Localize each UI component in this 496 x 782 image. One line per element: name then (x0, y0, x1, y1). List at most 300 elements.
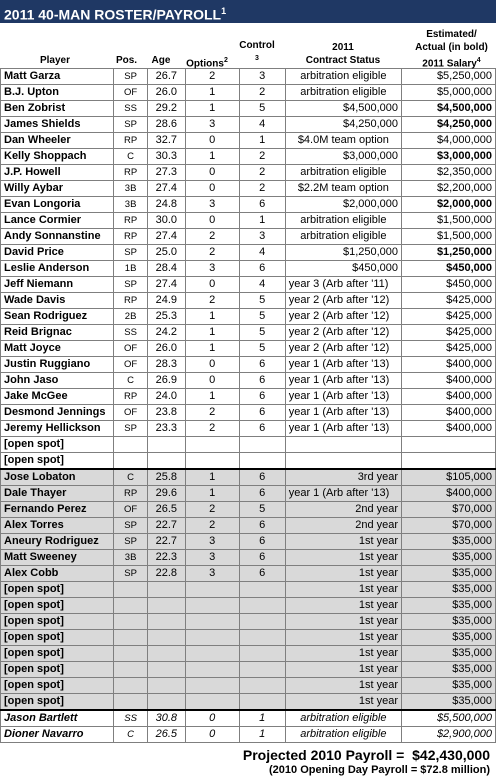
position-cell (114, 598, 148, 614)
header-salary (407, 28, 496, 70)
table-row (1, 197, 496, 213)
player-name-cell: Sean Rodriguez (1, 309, 114, 325)
salary-cell: $4,000,000 (402, 133, 496, 149)
salary-cell: $35,000 (402, 550, 496, 566)
position-cell: RP (114, 213, 148, 229)
position-cell: OF (114, 502, 148, 518)
player-name-cell: B.J. Upton (1, 85, 114, 101)
options-cell: 3 (185, 550, 239, 566)
position-cell: SP (114, 421, 148, 437)
position-cell: OF (114, 357, 148, 373)
options-cell: 2 (185, 502, 239, 518)
salary-cell: $35,000 (402, 662, 496, 678)
age-cell: 26.5 (147, 727, 185, 743)
control-cell: 6 (239, 469, 285, 486)
position-cell: OF (114, 341, 148, 357)
contract-status-cell: 1st year (285, 646, 401, 662)
control-cell: 1 (239, 133, 285, 149)
contract-status-cell: year 1 (Arb after '13) (285, 421, 401, 437)
age-cell: 22.7 (147, 518, 185, 534)
salary-cell: $400,000 (402, 373, 496, 389)
salary-cell: $35,000 (402, 566, 496, 582)
salary-cell (402, 437, 496, 453)
header-status-line2: Contract Status (305, 55, 381, 66)
header-age: Age (151, 55, 171, 66)
header-control-text: Control (239, 40, 275, 51)
table-row (1, 582, 496, 598)
salary-cell (402, 453, 496, 470)
table-row (1, 534, 496, 550)
age-cell (147, 662, 185, 678)
table-row (1, 421, 496, 437)
player-name-cell: Leslie Anderson (1, 261, 114, 277)
projected-payroll (0, 747, 496, 763)
age-cell: 25.8 (147, 469, 185, 486)
table-row (1, 453, 496, 470)
options-cell: 0 (185, 373, 239, 389)
contract-status-cell: arbitration eligible (285, 69, 401, 85)
contract-status-cell: year 1 (Arb after '13) (285, 486, 401, 502)
position-cell: SP (114, 518, 148, 534)
options-cell: 0 (185, 277, 239, 293)
salary-cell: $35,000 (402, 582, 496, 598)
salary-cell: $425,000 (402, 309, 496, 325)
table-row (1, 85, 496, 101)
age-cell: 26.0 (147, 85, 185, 101)
contract-status-cell: year 1 (Arb after '13) (285, 405, 401, 421)
options-cell: 1 (185, 389, 239, 405)
position-cell: C (114, 469, 148, 486)
header-status-line1: 2011 (332, 42, 354, 53)
table-row (1, 405, 496, 421)
age-cell: 27.4 (147, 229, 185, 245)
player-name-cell: Alex Cobb (1, 566, 114, 582)
control-cell (239, 694, 285, 711)
options-cell (185, 437, 239, 453)
control-cell: 5 (239, 101, 285, 117)
position-cell (114, 694, 148, 711)
options-cell: 0 (185, 727, 239, 743)
salary-cell: $35,000 (402, 694, 496, 711)
options-cell: 2 (185, 405, 239, 421)
options-cell: 3 (185, 117, 239, 133)
table-row (1, 181, 496, 197)
salary-cell: $2,900,000 (402, 727, 496, 743)
salary-cell: $400,000 (402, 405, 496, 421)
position-cell: SP (114, 534, 148, 550)
age-cell: 25.3 (147, 309, 185, 325)
options-cell: 0 (185, 165, 239, 181)
position-cell: SP (114, 277, 148, 293)
position-cell: RP (114, 486, 148, 502)
contract-status-cell: year 2 (Arb after '12) (285, 341, 401, 357)
options-cell: 1 (185, 309, 239, 325)
table-row (1, 518, 496, 534)
roster-body (1, 69, 496, 743)
control-cell: 6 (239, 518, 285, 534)
options-cell: 2 (185, 293, 239, 309)
position-cell: SP (114, 117, 148, 133)
table-row (1, 229, 496, 245)
contract-status-cell: 1st year (285, 678, 401, 694)
control-cell: 1 (239, 727, 285, 743)
player-name-cell: Lance Cormier (1, 213, 114, 229)
title-footnote: 1 (221, 6, 227, 16)
age-cell (147, 437, 185, 453)
salary-cell: $2,200,000 (402, 181, 496, 197)
header-salary-footnote: 4 (476, 57, 481, 64)
contract-status-cell: arbitration eligible (285, 85, 401, 101)
options-cell: 1 (185, 325, 239, 341)
position-cell (114, 630, 148, 646)
contract-status-cell: 1st year (285, 694, 401, 711)
age-cell (147, 614, 185, 630)
options-cell: 0 (185, 213, 239, 229)
player-name-cell: [open spot] (1, 437, 114, 453)
table-row (1, 486, 496, 502)
age-cell: 25.0 (147, 245, 185, 261)
options-cell (185, 598, 239, 614)
contract-status-cell: year 2 (Arb after '12) (285, 325, 401, 341)
salary-cell: $5,250,000 (402, 69, 496, 85)
header-salary-line3: 2011 Salary (422, 58, 477, 70)
position-cell: C (114, 727, 148, 743)
position-cell (114, 614, 148, 630)
player-name-cell: Desmond Jennings (1, 405, 114, 421)
age-cell (147, 630, 185, 646)
player-name-cell: Matt Sweeney (1, 550, 114, 566)
position-cell: SS (114, 710, 148, 727)
age-cell (147, 598, 185, 614)
contract-status-cell: arbitration eligible (285, 229, 401, 245)
player-name-cell: Dioner Navarro (1, 727, 114, 743)
options-cell: 2 (185, 69, 239, 85)
salary-cell: $450,000 (402, 261, 496, 277)
age-cell (147, 582, 185, 598)
player-name-cell: Andy Sonnanstine (1, 229, 114, 245)
control-cell: 4 (239, 277, 285, 293)
options-cell: 1 (185, 341, 239, 357)
age-cell: 27.3 (147, 165, 185, 181)
age-cell (147, 694, 185, 711)
control-cell: 2 (239, 165, 285, 181)
options-cell: 0 (185, 357, 239, 373)
age-cell: 26.7 (147, 69, 185, 85)
table-row (1, 277, 496, 293)
table-row (1, 69, 496, 85)
position-cell: 3B (114, 181, 148, 197)
options-cell: 2 (185, 421, 239, 437)
position-cell: RP (114, 389, 148, 405)
player-name-cell: David Price (1, 245, 114, 261)
options-cell (185, 694, 239, 711)
position-cell (114, 437, 148, 453)
age-cell: 28.6 (147, 117, 185, 133)
age-cell (147, 646, 185, 662)
contract-status-cell: 2nd year (285, 518, 401, 534)
contract-status-cell: $2.2M team option (285, 181, 401, 197)
age-cell: 24.2 (147, 325, 185, 341)
control-cell: 4 (239, 245, 285, 261)
table-row (1, 165, 496, 181)
salary-cell: $5,000,000 (402, 85, 496, 101)
control-cell: 2 (239, 181, 285, 197)
options-cell (185, 582, 239, 598)
table-row (1, 101, 496, 117)
payroll-value: $42,430,000 (412, 747, 490, 763)
control-cell (239, 582, 285, 598)
contract-status-cell: arbitration eligible (285, 165, 401, 181)
position-cell (114, 678, 148, 694)
control-cell: 6 (239, 566, 285, 582)
contract-status-cell: year 1 (Arb after '13) (285, 357, 401, 373)
control-cell (239, 614, 285, 630)
table-row (1, 566, 496, 582)
table-row (1, 678, 496, 694)
player-name-cell: Evan Longoria (1, 197, 114, 213)
control-cell: 1 (239, 710, 285, 727)
position-cell: RP (114, 229, 148, 245)
player-name-cell: [open spot] (1, 662, 114, 678)
salary-cell: $400,000 (402, 357, 496, 373)
table-row (1, 646, 496, 662)
control-cell: 5 (239, 293, 285, 309)
control-cell: 6 (239, 357, 285, 373)
age-cell: 24.8 (147, 197, 185, 213)
player-name-cell: Jason Bartlett (1, 710, 114, 727)
player-name-cell: Willy Aybar (1, 181, 114, 197)
age-cell: 23.3 (147, 421, 185, 437)
salary-cell: $1,500,000 (402, 213, 496, 229)
control-cell: 2 (239, 85, 285, 101)
table-row (1, 325, 496, 341)
salary-cell: $400,000 (402, 486, 496, 502)
control-cell: 5 (239, 325, 285, 341)
table-row (1, 373, 496, 389)
salary-cell: $5,500,000 (402, 710, 496, 727)
player-name-cell: [open spot] (1, 614, 114, 630)
contract-status-cell: arbitration eligible (285, 727, 401, 743)
contract-status-cell: 1st year (285, 534, 401, 550)
contract-status-cell: $3,000,000 (285, 149, 401, 165)
table-row (1, 614, 496, 630)
salary-cell: $35,000 (402, 598, 496, 614)
position-cell: C (114, 373, 148, 389)
position-cell: 1B (114, 261, 148, 277)
age-cell: 23.8 (147, 405, 185, 421)
header-options-footnote: 2 (223, 57, 228, 64)
header-control-footnote: 3 (255, 55, 259, 62)
salary-cell: $400,000 (402, 421, 496, 437)
age-cell: 29.2 (147, 101, 185, 117)
contract-status-cell: arbitration eligible (285, 710, 401, 727)
age-cell: 29.6 (147, 486, 185, 502)
player-name-cell: Ben Zobrist (1, 101, 114, 117)
column-headers (0, 23, 496, 68)
salary-cell: $4,250,000 (402, 117, 496, 133)
control-cell: 3 (239, 229, 285, 245)
options-cell (185, 614, 239, 630)
player-name-cell: [open spot] (1, 630, 114, 646)
age-cell: 30.0 (147, 213, 185, 229)
salary-cell: $400,000 (402, 389, 496, 405)
contract-status-cell: $4,500,000 (285, 101, 401, 117)
roster-table (0, 68, 496, 743)
player-name-cell: Wade Davis (1, 293, 114, 309)
contract-status-cell: $4.0M team option (285, 133, 401, 149)
options-cell: 3 (185, 566, 239, 582)
contract-status-cell: year 2 (Arb after '12) (285, 309, 401, 325)
player-name-cell: [open spot] (1, 598, 114, 614)
contract-status-cell: 3rd year (285, 469, 401, 486)
age-cell: 22.8 (147, 566, 185, 582)
contract-status-cell: year 1 (Arb after '13) (285, 373, 401, 389)
header-player: Player (39, 55, 71, 66)
age-cell: 30.8 (147, 710, 185, 727)
salary-cell: $105,000 (402, 469, 496, 486)
contract-status-cell (285, 437, 401, 453)
position-cell: SP (114, 566, 148, 582)
table-row (1, 389, 496, 405)
table-row (1, 293, 496, 309)
player-name-cell: James Shields (1, 117, 114, 133)
table-row (1, 133, 496, 149)
contract-status-cell: 1st year (285, 598, 401, 614)
contract-status-cell: 1st year (285, 662, 401, 678)
player-name-cell: Jake McGee (1, 389, 114, 405)
control-cell (239, 437, 285, 453)
control-cell (239, 662, 285, 678)
table-row (1, 550, 496, 566)
table-row (1, 469, 496, 486)
position-cell (114, 582, 148, 598)
position-cell: 3B (114, 197, 148, 213)
contract-status-cell: 1st year (285, 614, 401, 630)
position-cell: SS (114, 101, 148, 117)
control-cell: 6 (239, 421, 285, 437)
position-cell: RP (114, 133, 148, 149)
salary-cell: $450,000 (402, 277, 496, 293)
position-cell (114, 453, 148, 470)
options-cell: 1 (185, 486, 239, 502)
position-cell: OF (114, 405, 148, 421)
salary-cell: $425,000 (402, 293, 496, 309)
player-name-cell: Jeremy Hellickson (1, 421, 114, 437)
table-row (1, 117, 496, 133)
title-text: 2011 40-MAN ROSTER/PAYROLL (4, 6, 222, 23)
player-name-cell: [open spot] (1, 694, 114, 711)
salary-cell: $70,000 (402, 518, 496, 534)
contract-status-cell: $4,250,000 (285, 117, 401, 133)
salary-cell: $4,500,000 (402, 101, 496, 117)
position-cell: SP (114, 69, 148, 85)
header-salary-line2: Actual (in bold) (415, 42, 488, 53)
table-row (1, 662, 496, 678)
table-row (1, 261, 496, 277)
contract-status-cell: arbitration eligible (285, 213, 401, 229)
options-cell (185, 630, 239, 646)
table-row (1, 149, 496, 165)
options-cell (185, 646, 239, 662)
player-name-cell: Justin Ruggiano (1, 357, 114, 373)
player-name-cell: [open spot] (1, 582, 114, 598)
salary-cell: $35,000 (402, 630, 496, 646)
contract-status-cell: 1st year (285, 550, 401, 566)
header-salary-line1: Estimated/ (426, 29, 477, 40)
options-cell (185, 662, 239, 678)
position-cell: SP (114, 245, 148, 261)
options-cell (185, 678, 239, 694)
table-row (1, 437, 496, 453)
salary-cell: $425,000 (402, 341, 496, 357)
contract-status-cell: 2nd year (285, 502, 401, 518)
options-cell: 2 (185, 229, 239, 245)
player-name-cell: Fernando Perez (1, 502, 114, 518)
age-cell: 26.0 (147, 341, 185, 357)
position-cell: RP (114, 293, 148, 309)
player-name-cell: Matt Joyce (1, 341, 114, 357)
control-cell: 5 (239, 309, 285, 325)
age-cell: 28.4 (147, 261, 185, 277)
control-cell: 6 (239, 373, 285, 389)
player-name-cell: Kelly Shoppach (1, 149, 114, 165)
control-cell: 6 (239, 550, 285, 566)
contract-status-cell: $450,000 (285, 261, 401, 277)
salary-cell: $1,250,000 (402, 245, 496, 261)
player-name-cell: Dale Thayer (1, 486, 114, 502)
page-title (0, 0, 496, 23)
position-cell: SS (114, 325, 148, 341)
player-name-cell: Dan Wheeler (1, 133, 114, 149)
contract-status-cell: year 2 (Arb after '12) (285, 293, 401, 309)
salary-cell: $3,000,000 (402, 149, 496, 165)
contract-status-cell: year 1 (Arb after '13) (285, 389, 401, 405)
options-cell: 1 (185, 85, 239, 101)
player-name-cell: Jose Lobaton (1, 469, 114, 486)
salary-cell: $1,500,000 (402, 229, 496, 245)
age-cell (147, 678, 185, 694)
contract-status-cell: $2,000,000 (285, 197, 401, 213)
salary-cell: $2,350,000 (402, 165, 496, 181)
age-cell: 22.7 (147, 534, 185, 550)
control-cell: 5 (239, 502, 285, 518)
options-cell: 1 (185, 149, 239, 165)
table-row (1, 341, 496, 357)
table-row (1, 309, 496, 325)
control-cell: 4 (239, 117, 285, 133)
control-cell: 2 (239, 149, 285, 165)
table-row (1, 357, 496, 373)
player-name-cell: Reid Brignac (1, 325, 114, 341)
table-row (1, 598, 496, 614)
player-name-cell: John Jaso (1, 373, 114, 389)
age-cell: 24.0 (147, 389, 185, 405)
age-cell: 28.3 (147, 357, 185, 373)
salary-cell: $35,000 (402, 614, 496, 630)
age-cell (147, 453, 185, 470)
salary-cell: $70,000 (402, 502, 496, 518)
options-cell: 1 (185, 469, 239, 486)
control-cell: 1 (239, 213, 285, 229)
contract-status-cell (285, 453, 401, 470)
age-cell: 30.3 (147, 149, 185, 165)
table-row (1, 502, 496, 518)
options-cell (185, 453, 239, 470)
position-cell: C (114, 149, 148, 165)
control-cell (239, 678, 285, 694)
control-cell: 6 (239, 261, 285, 277)
table-row (1, 213, 496, 229)
